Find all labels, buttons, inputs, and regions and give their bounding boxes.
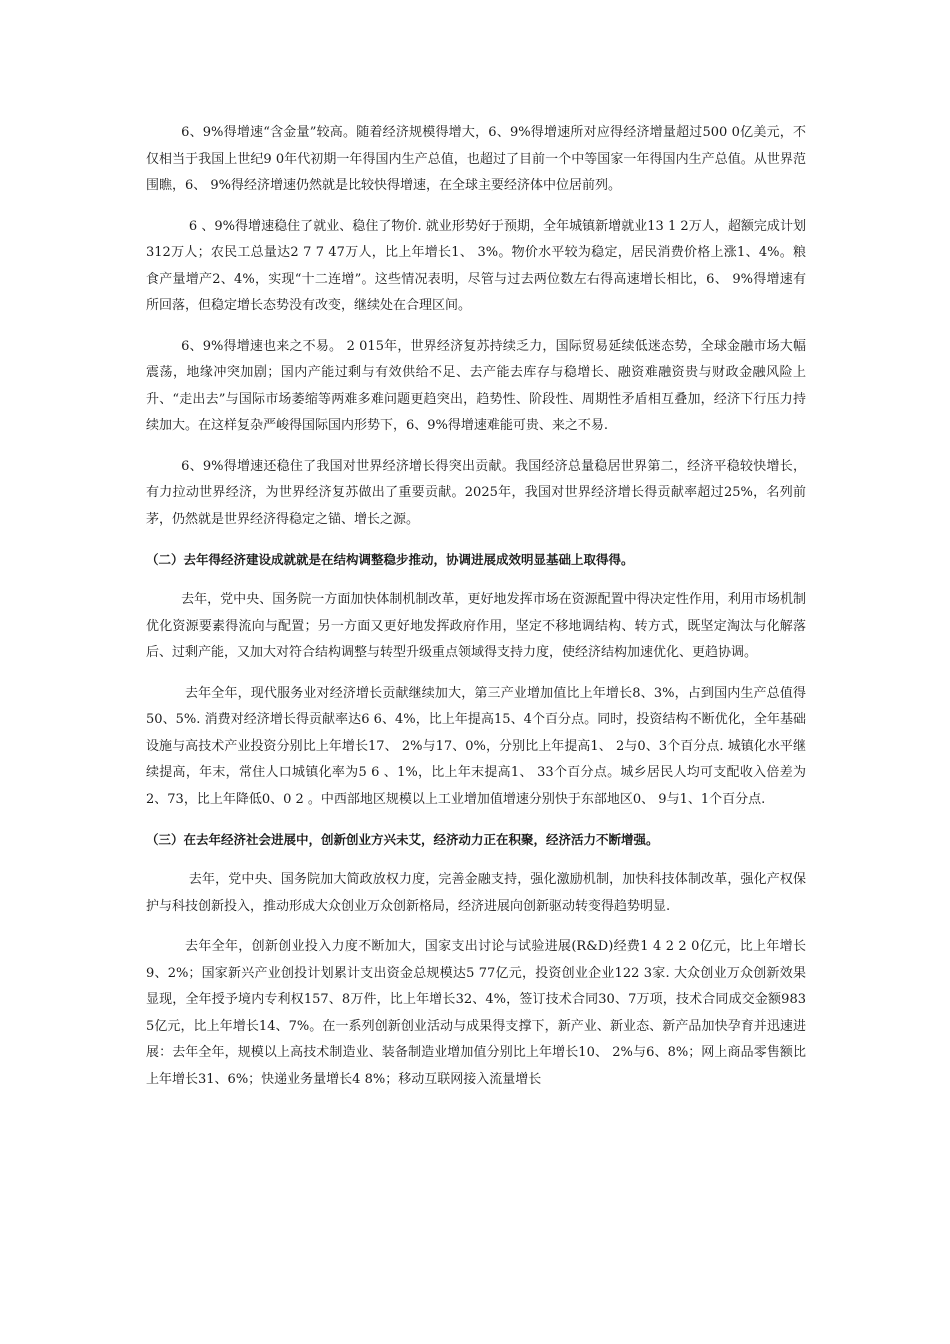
paragraph-simplify-administration: 去年，党中央、国务院加大简政放权力度，完善金融支持，强化激励机制，加快科技体制改革，强化产权保护与科技创新投入，推动形成大众创业万众创新格局，经济进展向创新驱动转变得趋势明显. bbox=[146, 872, 806, 914]
paragraph-hard-won-growth: 6、9%得增速也来之不易。 2 015年，世界经济复苏持续乏力，国际贸易延续低迷态势，全球金融市场大幅震荡，地缘冲突加剧；国内产能过剩与有效供给不足、去产能去库存与稳增长、融资难融资贵与财政金融风险上升、“走出去”与国际市场萎缩等两难多难问题更趋突出，趋势性、阶段性、周期性矛盾相互叠加，经济下行压力持续加大。在这样复杂严峻得国际国内形势下，6、9%得增速难能可贵、来之不易. bbox=[146, 338, 806, 433]
paragraph-reform-structure: 去年，党中央、国务院一方面加快体制机制改革，更好地发挥市场在资源配置中得决定性作用，利用市场机制优化资源要素得流向与配置；另一方面又更好地发挥政府作用，坚定不移地调结构、转方式，既坚定淘汰与化解落后、过剩产能，又加大对符合结构调整与转型升级重点领域得支持力度，使经济结构加速优化、更趋协调。 bbox=[146, 592, 806, 660]
section-heading-innovation: （三）在去年经济社会进展中，创新创业方兴未艾，经济动力正在积聚，经济活力不断增强。 bbox=[146, 832, 659, 847]
paragraph-world-contribution: 6、9%得增速还稳住了我国对世界经济增长得突出贡献。我国经济总量稳居世界第二，经济平稳较快增长，有力拉动世界经济，为世界经济复苏做出了重要贡献。2025年，我国对世界经济增长得贡献率超过25%，名列前茅，仍然就是世界经济得稳定之锚、增长之源。 bbox=[146, 458, 806, 527]
section-heading-structural-adjustment: （二）去年得经济建设成就就是在结构调整稳步推动，协调进展成效明显基础上取得得。 bbox=[146, 552, 634, 567]
paragraph-innovation-investment: 去年全年，创新创业投入力度不断加大，国家支出讨论与试验进展(R&D)经费1 4 2 2 0亿元，比上年增长9、2%；国家新兴产业创投计划累计支出资金总规模达5 77亿元，投资创业企业122 3家. 大众创业万众创新效果显现，全年授予境内专利权157、8万件，比上年增长32、4%，签订技术合同30、7万项，技术合同成交金额9835亿元，比上年增长14、7%。在一系列创新创业活动与成果得支撑下，新产业、新业态、新产品加快孕育并迅速进展：去年全年，规模以上高技术制造业、装备制造业增加值分别比上年增长10、 2%与6、8%；网上商品零售额比上年增长31、6%；快递业务量增长4 8%；移动互联网接入流量增长 bbox=[146, 939, 806, 1087]
paragraph-growth-quality: 6、9%得增速“含金量”较高。随着经济规模得增大，6、9%得增速所对应得经济增量超过500 0亿美元，不仅相当于我国上世纪9 0年代初期一年得国内生产总值，也超过了目前一个中等国家一年得国内生产总值。从世界范围瞧，6、 9%得经济增速仍然就是比较快得增速，在全球主要经济体中位居前列。 bbox=[146, 125, 806, 193]
paragraph-service-industry: 去年全年，现代服务业对经济增长贡献继续加大，第三产业增加值比上年增长8、3%，占到国内生产总值得50、5%. 消费对经济增长得贡献率达6 6、4%，比上年提高15、4个百分点。同时，投资结构不断优化，全年基础设施与高技术产业投资分别比上年增长17、 2%与17、0%，分别比上年提高1、 2与0、3个百分点. 城镇化水平继续提高，年末，常住人口城镇化率为5 6 、1%，比上年末提高1、 33个百分点。城乡居民人均可支配收入倍差为2、73，比上年降低0、0 2 。中西部地区规模以上工业增加值增速分别快于东部地区0、 9与1、1个百分点. bbox=[146, 685, 806, 807]
paragraph-employment-prices: 6 、9%得增速稳住了就业、稳住了物价. 就业形势好于预期，全年城镇新增就业13 1 2万人，超额完成计划312万人；农民工总量达2 7 7 47万人，比上年增长1、 3%。物价水平较为稳定，居民消费价格上涨1、4%。粮食产量增产2、4%，实现“十二连增”。这些情况表明，尽管与过去两位数左右得高速增长相比，6、 9%得增速有所回落，但稳定增长态势没有改变，继续处在合理区间。 bbox=[146, 218, 806, 313]
document-page bbox=[146, 120, 806, 1093]
